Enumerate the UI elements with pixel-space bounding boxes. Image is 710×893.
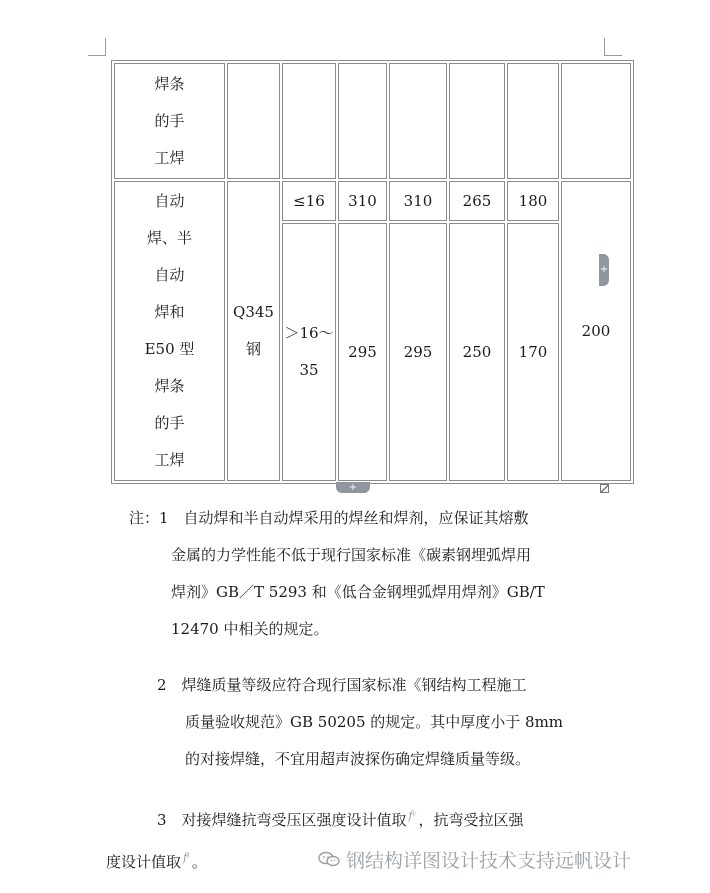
- table-resize-handle[interactable]: [600, 484, 609, 493]
- steel-cell: Q345 钢: [227, 181, 280, 481]
- value-cell: 200: [561, 181, 631, 481]
- f-symbol: fᶜ: [408, 809, 417, 822]
- value-cell: 310: [389, 181, 447, 221]
- thickness-cell: ＞16～ 35: [282, 223, 336, 481]
- watermark-text: 钢结构详图设计技术支持远帆设计: [346, 849, 632, 872]
- wechat-icon: [318, 851, 340, 867]
- note-3: 3 对接焊缝抗弯受压区强度设计值取 fᶜ ，抗弯受拉区强 度设计值取 fᵗ 。: [106, 797, 524, 881]
- value-cell: [338, 63, 387, 179]
- value-cell: 250: [449, 223, 505, 481]
- method-cell: 焊条 的手 工焊: [114, 63, 225, 179]
- method-cell: 自动 焊、半 自动 焊和 E50 型 焊条 的手 工焊: [114, 181, 225, 481]
- thickness-cell: [282, 63, 336, 179]
- table-row: [114, 63, 631, 179]
- value-cell: [507, 63, 559, 179]
- value-cell: 295: [338, 223, 387, 481]
- value-cell: 170: [507, 223, 559, 481]
- crop-mark-top-right: [604, 38, 622, 56]
- watermark: [318, 845, 631, 873]
- value-cell: [389, 63, 447, 179]
- value-cell: [561, 63, 631, 179]
- value-cell: [449, 63, 505, 179]
- thickness-cell: ≤16: [282, 181, 336, 221]
- table-row: [114, 181, 631, 221]
- note-1: 注：1 自动焊和半自动焊采用的焊丝和焊剂，应保证其熔敷 金属的力学性能不低于现行国家标准《碳素钢埋弧焊用 焊剂》GB／T 5293 和《低合金钢埋弧焊用焊剂》GB/T 12470 中相关的规定。: [129, 509, 545, 638]
- steel-cell: [227, 63, 280, 179]
- weld-strength-table: [111, 60, 634, 484]
- crop-mark-top-left: [88, 38, 106, 56]
- value-cell: 310: [338, 181, 387, 221]
- insert-row-handle[interactable]: +: [599, 254, 609, 286]
- value-cell: 265: [449, 181, 505, 221]
- note-2: 2 焊缝质量等级应符合现行国家标准《钢结构工程施工 质量验收规范》GB 50205 的规定。其中厚度小于 8mm 的对接焊缝，不宜用超声波探伤确定焊缝质量等级。: [157, 676, 564, 768]
- f-symbol: fᵗ: [183, 851, 190, 864]
- value-cell: 180: [507, 181, 559, 221]
- value-cell: 295: [389, 223, 447, 481]
- add-row-handle[interactable]: +: [336, 482, 370, 493]
